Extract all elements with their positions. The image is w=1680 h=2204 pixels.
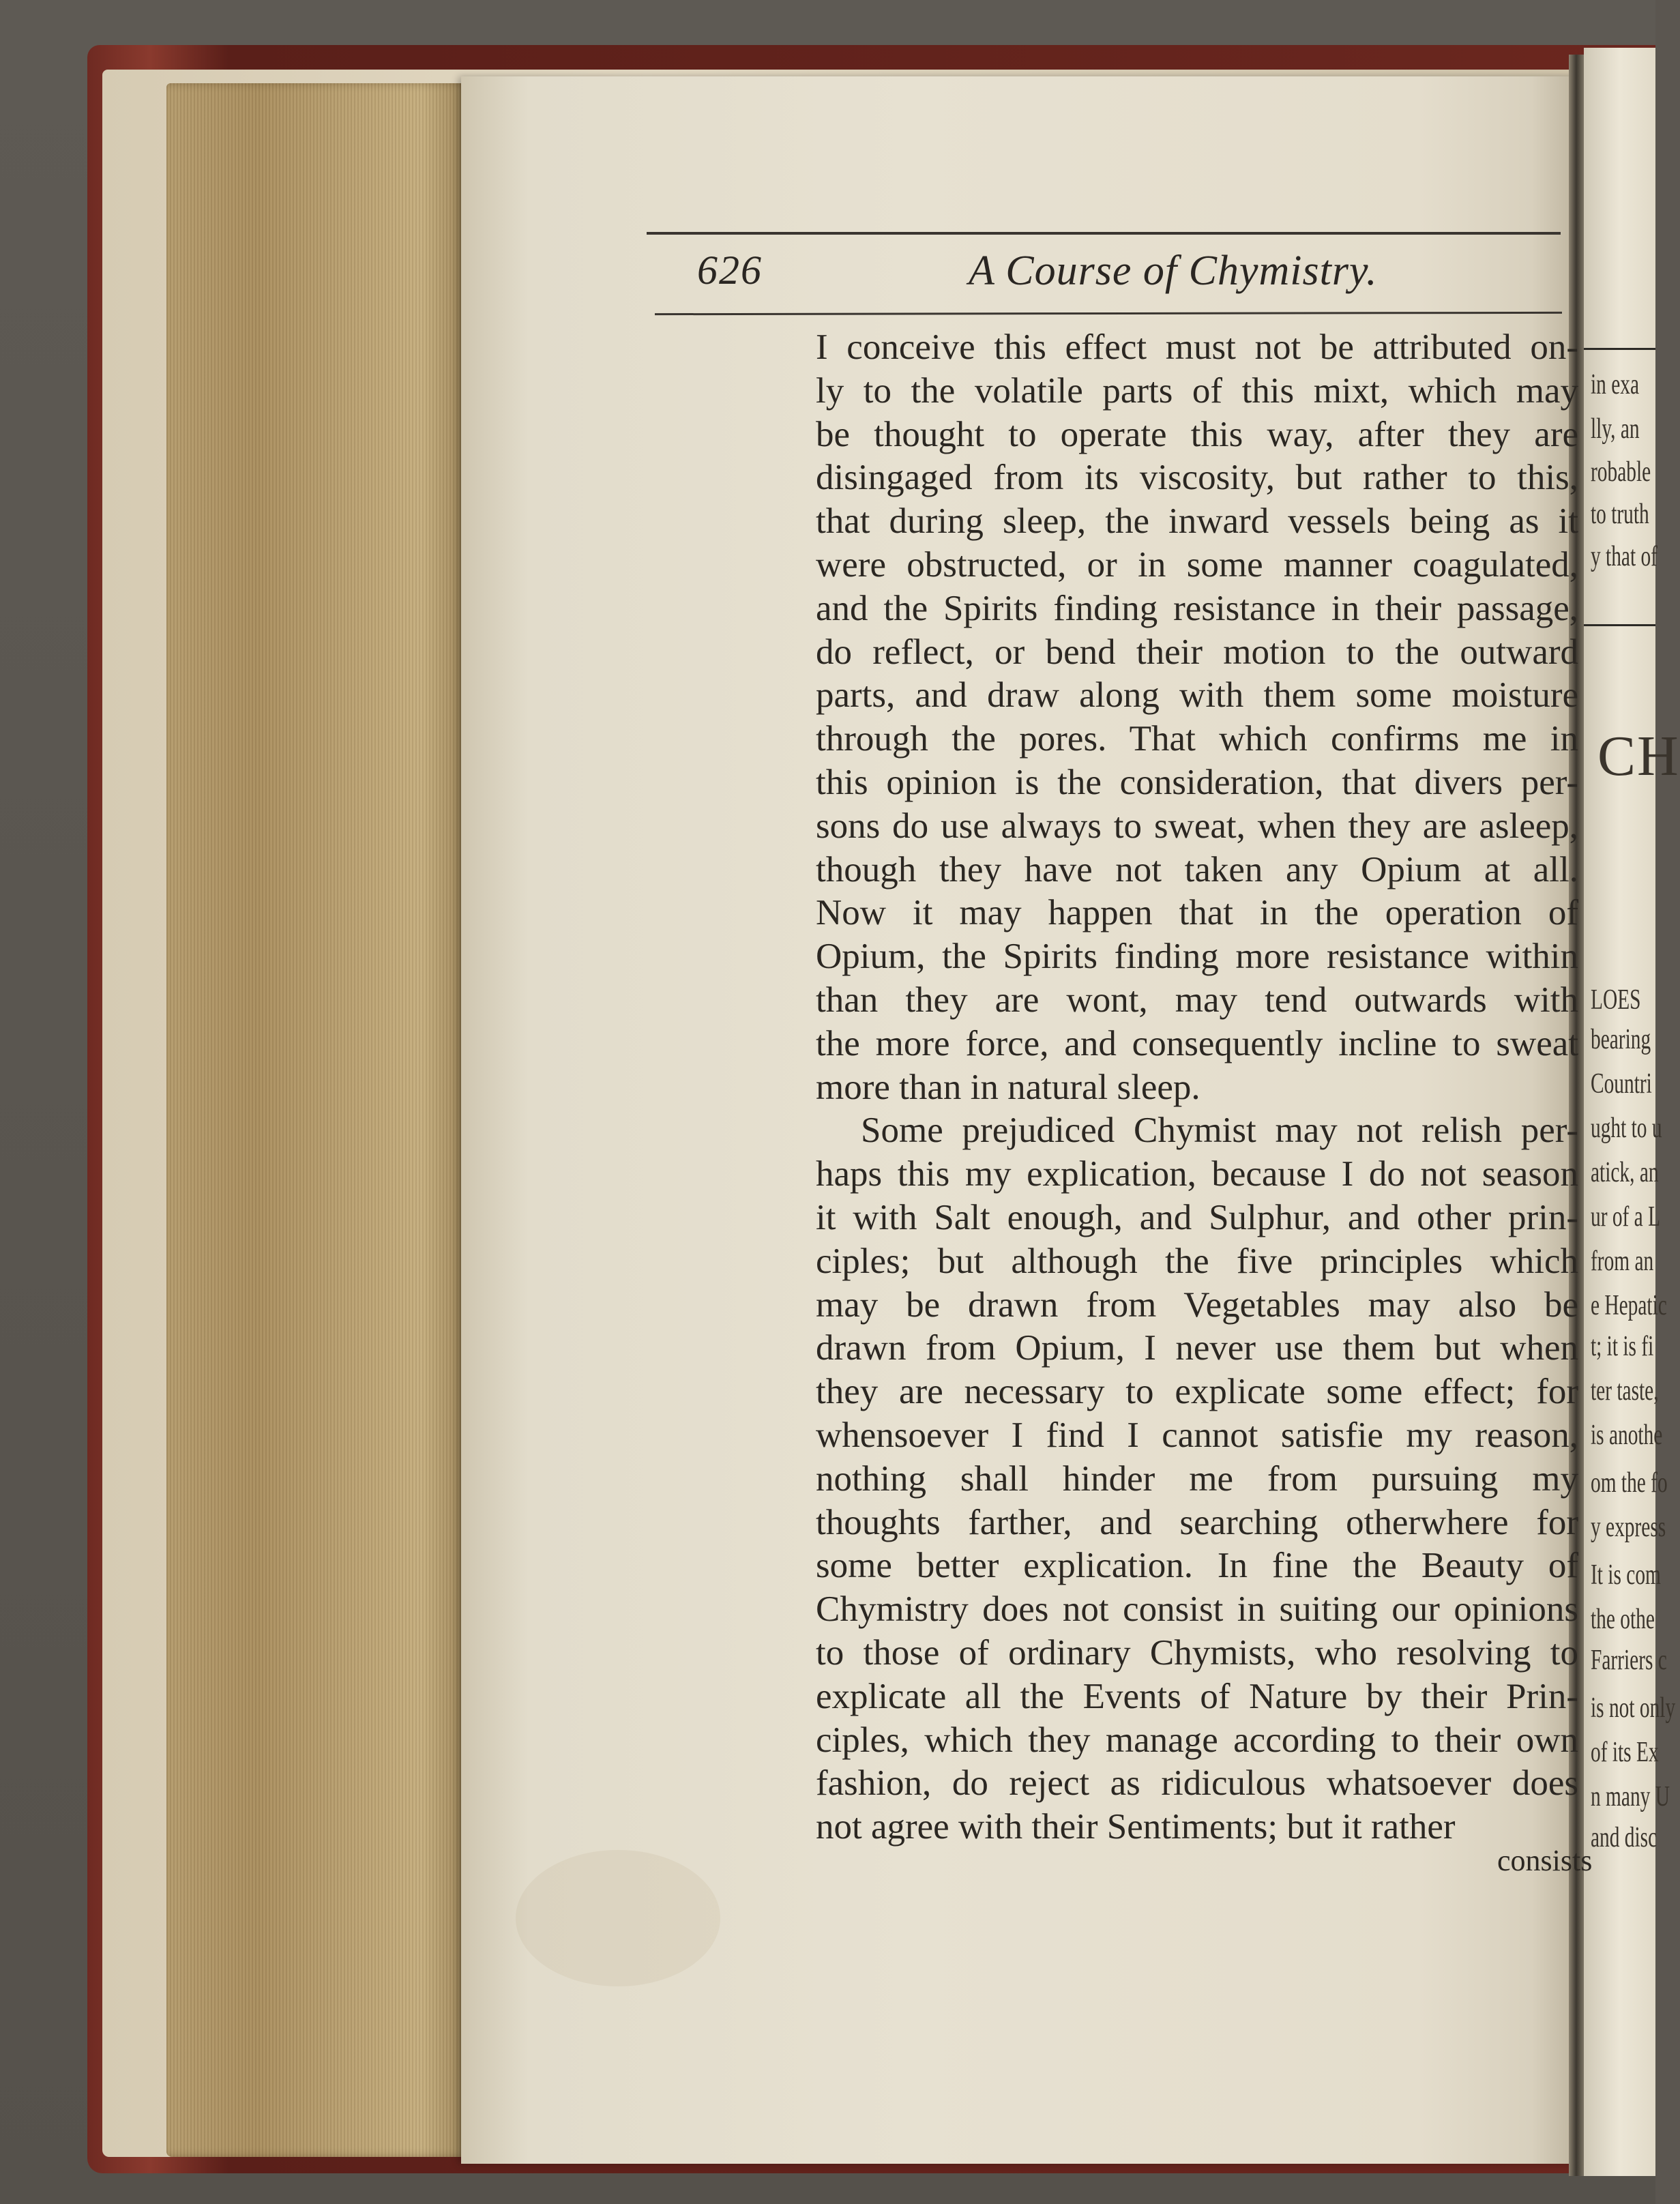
- facing-rule: [1584, 348, 1655, 350]
- text-line: were obstructed, or in some manner coagulated,: [816, 544, 1578, 585]
- text-line: than they are wont, may tend outwards with: [816, 980, 1578, 1020]
- text-line: fashion, do reject as ridiculous whatsoever does: [816, 1763, 1578, 1804]
- text-line: drawn from Opium, I never use them but when: [816, 1328, 1578, 1368]
- facing-page-fragment: in exa: [1591, 369, 1640, 400]
- running-title: A Course of Chymistry.: [969, 248, 1378, 294]
- text-line: the more force, and consequently incline to sweat: [816, 1023, 1578, 1063]
- text-line: nothing shall hinder me from pursuing my: [816, 1458, 1578, 1499]
- body-text: [816, 326, 1578, 1849]
- text-line: be thought to operate this way, after they are: [816, 414, 1578, 454]
- facing-page-fragment: atick, an: [1591, 1157, 1659, 1188]
- text-line: Some prejudiced Chymist may not relish per-: [861, 1111, 1578, 1151]
- text-line: do reflect, or bend their motion to the outward: [816, 632, 1578, 672]
- header-rule-top: [647, 232, 1561, 235]
- facing-page-fragment: It is com: [1591, 1559, 1661, 1591]
- page-number: 626: [697, 248, 763, 293]
- facing-page-fragment: y express: [1591, 1512, 1666, 1543]
- facing-page-fragment: Countri: [1591, 1068, 1652, 1100]
- text-line: Opium, the Spirits finding more resistance within: [816, 937, 1578, 977]
- facing-page-fragment: y that of: [1591, 541, 1657, 572]
- facing-page-fragment: of its Ex: [1591, 1737, 1659, 1768]
- facing-page-fragment: from an: [1591, 1246, 1654, 1277]
- facing-page-fragment: ught to u: [1591, 1113, 1662, 1144]
- facing-page-fragment: is anothe: [1591, 1420, 1663, 1451]
- text-line: haps this my explication, because I do not season: [816, 1154, 1578, 1194]
- text-line: whensoever I find I cannot satisfie my reason,: [816, 1415, 1578, 1455]
- text-line: Now it may happen that in the operation of: [816, 893, 1578, 933]
- text-line: it with Salt enough, and Sulphur, and other prin-: [816, 1197, 1578, 1237]
- facing-page-fragment: LOES: [1591, 984, 1641, 1016]
- facing-page-fragment: to truth: [1591, 499, 1649, 530]
- text-line: this opinion is the consideration, that divers per-: [816, 762, 1578, 802]
- text-line: ciples, which they manage according to their own: [816, 1720, 1578, 1760]
- facing-page-fragment: e Hepatic: [1591, 1290, 1667, 1321]
- catchword: consists: [1497, 1844, 1593, 1877]
- text-line: though they have not taken any Opium at all.: [816, 849, 1578, 890]
- facing-page-fragment: bearing: [1591, 1024, 1651, 1055]
- facing-page-fragment: ter taste,: [1591, 1375, 1659, 1407]
- text-line: Chymistry does not consist in suiting our opinions: [816, 1589, 1578, 1630]
- facing-page-fragment: is not only: [1591, 1692, 1676, 1724]
- facing-page-fragment: and disc: [1591, 1822, 1657, 1853]
- text-line: thoughts farther, and searching otherwhere for: [816, 1502, 1578, 1542]
- text-line: sons do use always to sweat, when they are asleep,: [816, 806, 1578, 846]
- text-line: some better explication. In fine the Beauty of: [816, 1546, 1578, 1586]
- facing-page-fragment: n many U: [1591, 1781, 1670, 1812]
- facing-page-fragment: robable: [1591, 456, 1651, 488]
- text-line: more than in natural sleep.: [816, 1067, 1200, 1107]
- text-line: to those of ordinary Chymists, who resolving to: [816, 1632, 1578, 1673]
- facing-page-fragment: the othe: [1591, 1604, 1655, 1635]
- facing-page-fragment: ur of a L: [1591, 1201, 1661, 1233]
- text-line: explicate all the Events of Nature by their Prin-: [816, 1676, 1578, 1716]
- facing-page-fragment: CH: [1597, 724, 1680, 788]
- facing-page-fragment: t; it is fi: [1591, 1331, 1654, 1362]
- text-line: that during sleep, the inward vessels being as it: [816, 501, 1578, 542]
- text-line: I conceive this effect must not be attributed on-: [816, 327, 1578, 367]
- facing-page-fragment: lly, an: [1591, 413, 1640, 445]
- text-line: disingaged from its viscosity, but rather to this,: [816, 458, 1578, 498]
- text-line: ciples; but although the five principles which: [816, 1241, 1578, 1281]
- text-line: and the Spirits finding resistance in their passage,: [816, 588, 1578, 628]
- text-line: parts, and draw along with them some moisture: [816, 675, 1578, 716]
- page-edges: [166, 83, 467, 2157]
- facing-page: [1584, 48, 1680, 2176]
- facing-page-fragment: om the fo: [1591, 1467, 1668, 1499]
- text-line: they are necessary to explicate some effect; for: [816, 1372, 1578, 1412]
- text-line: may be drawn from Vegetables may also be: [816, 1284, 1578, 1325]
- text-line: not agree with their Sentiments; but it rather: [816, 1807, 1456, 1847]
- text-line: ly to the volatile parts of this mixt, which may: [816, 370, 1578, 411]
- facing-rule: [1584, 624, 1655, 626]
- facing-page-fragment: Farriers c: [1591, 1645, 1667, 1676]
- paper-stain: [516, 1850, 720, 1986]
- text-line: through the pores. That which confirms me in: [816, 719, 1578, 759]
